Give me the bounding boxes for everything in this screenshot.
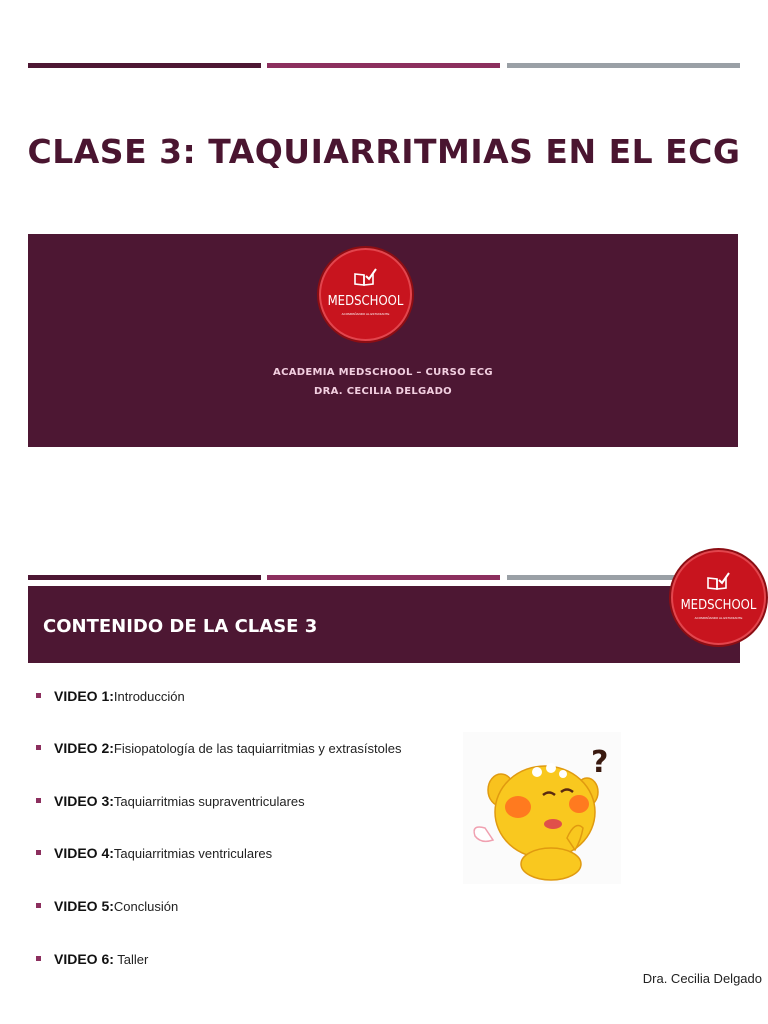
square-bullet-icon (36, 903, 41, 908)
list-item: VIDEO 2:Fisiopatología de las taquiarritmias y extrasístoles (36, 740, 401, 756)
square-bullet-icon (36, 745, 41, 750)
list-item: VIDEO 1:Introducción (36, 688, 185, 704)
thinking-mascot-icon (463, 732, 621, 884)
content-heading-bar (28, 586, 740, 663)
logo-tagline: ACOMPAÑANDO AL ESTUDIANTE (341, 312, 390, 316)
square-bullet-icon (36, 798, 41, 803)
title-banner (28, 234, 738, 447)
slide-title: CLASE 3: TAQUIARRITMIAS EN EL ECG (27, 132, 741, 171)
accent-bar-plum (267, 575, 500, 580)
medschool-logo-corner (671, 550, 766, 645)
accent-bar-gray (507, 63, 740, 68)
list-item: VIDEO 3:Taquiarritmias supraventriculares (36, 793, 305, 809)
logo-tagline: ACOMPAÑANDO AL ESTUDIANTE (694, 616, 743, 620)
book-check-icon (352, 268, 378, 288)
square-bullet-icon (36, 850, 41, 855)
accent-bar-maroon (28, 575, 261, 580)
medschool-logo (319, 248, 412, 341)
list-item: VIDEO 6: Taller (36, 951, 148, 967)
list-item: VIDEO 5:Conclusión (36, 898, 178, 914)
footer-author: Dra. Cecilia Delgado (642, 971, 762, 986)
book-check-icon (705, 572, 731, 592)
content-heading: CONTENIDO DE LA CLASE 3 (43, 616, 318, 637)
banner-line-author: DRA. CECILIA DELGADO (313, 386, 452, 397)
banner-line-course: ACADEMIA MEDSCHOOL – CURSO ECG (273, 367, 493, 378)
logo-name: MEDSCHOOL (680, 598, 757, 613)
square-bullet-icon (36, 956, 41, 961)
accent-bar-plum (267, 63, 500, 68)
square-bullet-icon (36, 693, 41, 698)
logo-name: MEDSCHOOL (327, 294, 404, 309)
svg-text:?: ? (591, 745, 609, 780)
accent-bar-maroon (28, 63, 261, 68)
list-item: VIDEO 4:Taquiarritmias ventriculares (36, 845, 272, 861)
